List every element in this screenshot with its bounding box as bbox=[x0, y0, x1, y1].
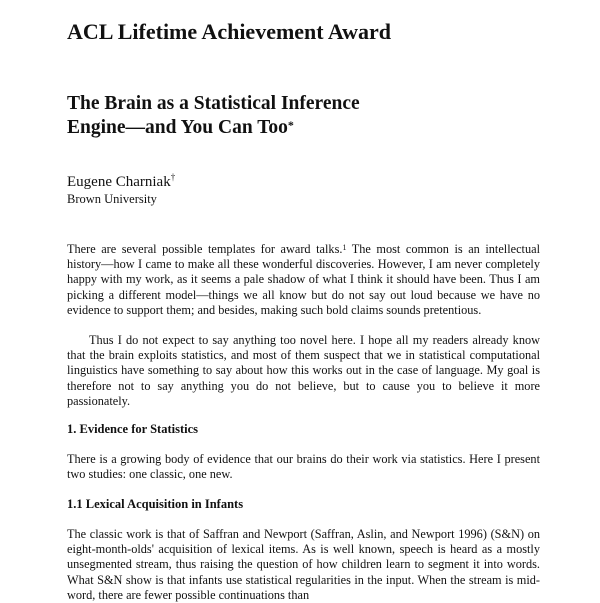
title-footnote-mark[interactable]: * bbox=[287, 118, 294, 132]
paragraph-goal: Thus I do not expect to say anything too novel here. I hope all my readers already know that the brain exploits statistics, and most of them suspect that we in statistical computational linguistics have something to say about how this works out in the case of language. My goal is therefore not to say anything you do not believe, but to cause you to believe it more passionately. bbox=[67, 333, 540, 408]
paper-page bbox=[67, 0, 540, 600]
paragraph-lexical: The classic work is that of Saffran and Newport (Saffran, Aslin, and Newport 1996) (S&N) on eight-month-olds' acquisition of lexical items. As is well known, speech is heard as a mostly unsegmented stream, thus raising the question of how children learn to segment it into words. What S&N show is that infants use statistical regularities in the input. When the stream is mid-word, there are fewer possible continuations than bbox=[67, 527, 540, 602]
paragraph-intro-start: There are several possible templates for award talks. bbox=[67, 242, 343, 256]
author-name bbox=[67, 174, 175, 191]
footnote-ref-1[interactable]: 1 bbox=[342, 243, 347, 252]
paragraph-intro-rest: The most common is an intellectual history—how I came to make all these wonderful discoveries. However, I am never completely happy with my work, as it seems a pale shadow of what I think it should have been. Thus I am picking a different model—things we all know but do not say out loud because we have no evidence to support them; and besides, making such bold claims sounds pretentious. bbox=[67, 242, 540, 317]
paper-title-line-1: The Brain as a Statistical Inference bbox=[67, 93, 360, 114]
paper-title-line-2-text: Engine—and You Can Too bbox=[67, 117, 288, 138]
subsection-heading-lexical: 1.1 Lexical Acquisition in Infants bbox=[67, 497, 244, 511]
author-footnote-mark[interactable]: † bbox=[170, 172, 176, 182]
paper-title-line-2 bbox=[67, 116, 360, 140]
paper-title bbox=[67, 92, 360, 140]
paragraph-evidence: There is a growing body of evidence that our brains do their work via statistics. Here I present two studies: one classic, one new. bbox=[67, 452, 540, 482]
award-title: ACL Lifetime Achievement Award bbox=[67, 19, 392, 44]
author-affiliation: Brown University bbox=[67, 192, 157, 206]
author-name-text: Eugene Charniak bbox=[67, 174, 171, 190]
section-heading-evidence: 1. Evidence for Statistics bbox=[67, 422, 199, 436]
paragraph-intro bbox=[67, 242, 540, 318]
